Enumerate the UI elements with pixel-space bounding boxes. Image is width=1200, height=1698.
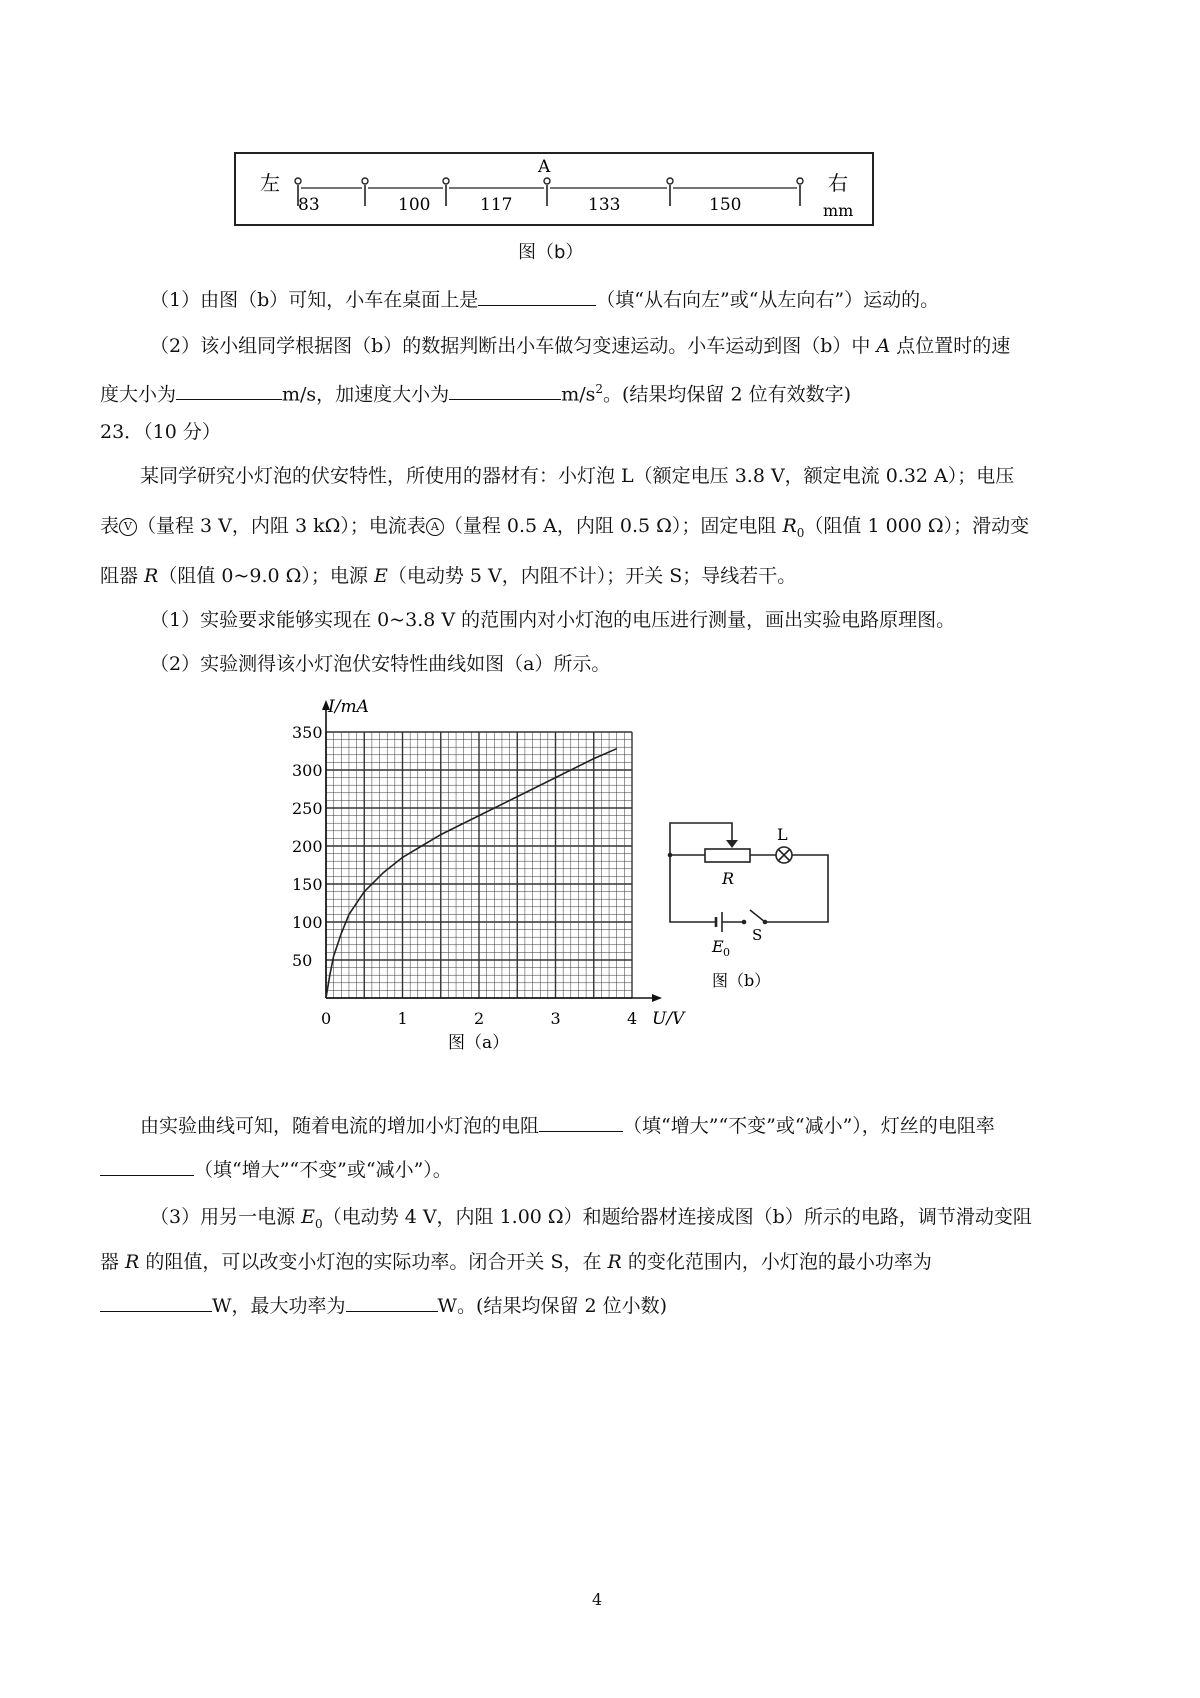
chart-caption: 图（a）: [448, 1033, 510, 1053]
tape-unit: mm: [823, 201, 854, 220]
circuit-figure: [660, 790, 840, 1000]
tape-dot: [667, 178, 673, 184]
switch-label: S: [752, 926, 763, 944]
q23-part1: （1）实验要求能够实现在 0~3.8 V 的范围内对小灯泡的电压进行测量，画出实验电路原理图。: [150, 609, 956, 631]
q23-part2-question-line1: 由实验曲线可知，随着电流的增加小灯泡的电阻 （填“增大”“不变”或“减小”），灯丝的电阻率: [140, 1115, 995, 1137]
q23-part3-line3: W，最大功率为 W。(结果均保留 2 位小数): [100, 1292, 1100, 1320]
chart-axes: [322, 700, 662, 1002]
tape-dot: [797, 178, 803, 184]
y-tick-label: 200: [292, 837, 323, 856]
tape-segment-label: 100: [398, 195, 431, 215]
tape-segment-label: 117: [480, 195, 513, 215]
rheostat-resistor: [705, 849, 750, 862]
answer-blank[interactable]: [100, 1293, 212, 1312]
x-tick-label: 1: [397, 1009, 408, 1028]
tape-right-label: 右: [828, 171, 848, 195]
y-tick-label: 50: [292, 951, 313, 970]
tape-border: [235, 153, 873, 225]
switch-blade: [750, 910, 765, 922]
answer-blank[interactable]: [449, 381, 561, 400]
answer-blank[interactable]: [478, 287, 596, 306]
y-tick-label: 150: [292, 875, 323, 894]
y-tick-label: 300: [292, 761, 323, 780]
q23-intro-line3: 阻器 R（阻值 0~9.0 Ω）；电源 E（电动势 5 V，内阻不计）；开关 S；导线若干。: [100, 565, 797, 587]
lamp-label: L: [777, 825, 788, 844]
answer-blank[interactable]: [346, 1293, 438, 1312]
x-tick-label: 3: [550, 1009, 561, 1028]
rheostat-slider-arrow: [726, 840, 738, 848]
q23-part2: （2）实验测得该小灯泡伏安特性曲线如图（a）所示。: [150, 653, 611, 675]
junction-dot: [668, 853, 673, 858]
x-tick-label: 0: [321, 1009, 332, 1028]
tape-segment-label: 150: [709, 195, 742, 215]
switch-contact: [763, 920, 768, 925]
q23-number: 23．（10 分）: [100, 421, 221, 443]
y-tick-label: 350: [292, 723, 323, 742]
x-axis-label: U/V: [652, 1009, 685, 1029]
y-tick-label: 250: [292, 799, 323, 818]
tape-dot: [295, 178, 301, 184]
y-axis-label: I/mA: [328, 697, 369, 717]
page-number: 4: [592, 1590, 603, 1609]
answer-blank[interactable]: [100, 1157, 194, 1176]
tape-segment-label: 83: [298, 195, 320, 215]
q23-part2-question-line2: （填“增大”“不变”或“减小”）。: [100, 1156, 1100, 1184]
tape-segment-label: 133: [588, 195, 621, 215]
wire: [670, 855, 716, 922]
tape-dot: [362, 178, 368, 184]
tape-dot: [544, 178, 550, 184]
answer-blank[interactable]: [176, 381, 282, 400]
x-tick-label: 4: [627, 1009, 638, 1028]
wire: [670, 823, 732, 855]
y-tick-label: 100: [292, 913, 323, 932]
q23-intro-line2: 表 V （量程 3 V，内阻 3 kΩ）；电流表 A （量程 0.5 A，内阻 0.5 Ω）；固定电阻 $R_0$（阻值 1 000 Ω）；滑动变: [100, 515, 1030, 540]
chart-grid: [326, 732, 632, 998]
circuit-caption: 图（b）: [712, 971, 771, 990]
tape-left-label: 左: [260, 171, 280, 195]
battery-label-sub: 0: [723, 946, 730, 959]
battery-label: E: [712, 937, 724, 956]
answer-blank[interactable]: [539, 1113, 623, 1132]
q22-part2-line1: （2）该小组同学根据图（b）的数据判断出小车做匀变速运动。小车运动到图（b）中 A 点位置时的速: [150, 335, 1011, 357]
wire: [765, 855, 828, 922]
q23-part3-line1: （3）用另一电源 $E_0$（电动势 4 V，内阻 1.00 Ω）和题给器材连接成图（b）所示的电路，调节滑动变阻: [150, 1206, 1032, 1231]
tape-point-label: A: [538, 157, 551, 177]
ammeter-icon: A: [426, 518, 444, 536]
q23-intro-line1: 某同学研究小灯泡的伏安特性，所使用的器材有：小灯泡 L（额定电压 3.8 V，额定电流 0.32 A）；电压: [140, 465, 1015, 487]
switch-contact: [742, 920, 747, 925]
voltmeter-icon: V: [119, 518, 137, 536]
q23-part3-line2: 器 R 的阻值，可以改变小灯泡的实际功率。闭合开关 S，在 R 的变化范围内，小灯泡的最小功率为: [100, 1251, 932, 1273]
tape-dot: [443, 178, 449, 184]
q22-part1: （1）由图（b）可知，小车在桌面上是 （填“从右向左”或“从左向右”）运动的。: [150, 289, 940, 311]
rheostat-label: R: [722, 869, 735, 888]
iu-chart: [280, 690, 690, 1060]
q22-part2-line2: 度大小为 m/s，加速度大小为 $m/s^2$。(结果均保留 2 位有效数字): [100, 382, 851, 406]
x-tick-label: 2: [474, 1009, 485, 1028]
tape-caption: 图（b）: [518, 242, 584, 263]
